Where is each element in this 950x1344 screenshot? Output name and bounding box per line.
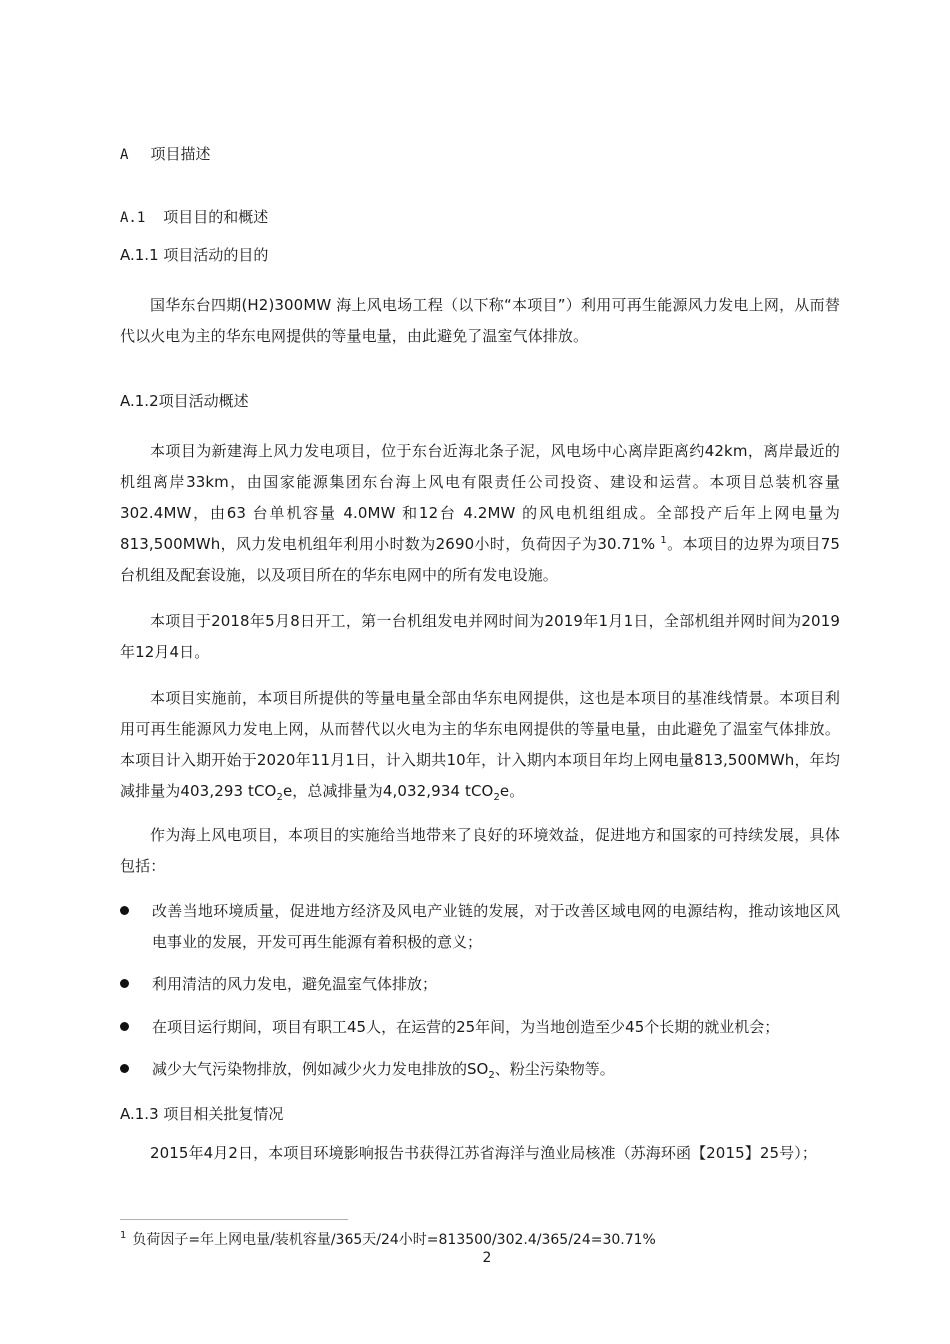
overview-paragraph-3-tail: e。 bbox=[499, 782, 525, 800]
overview-paragraph-3 bbox=[120, 683, 840, 807]
overview-paragraph-1-tail: 。本项目的边界为项目75台机组及配套设施，以及项目所在的华东电网中的所有发电设施。 bbox=[120, 535, 840, 584]
bullet-icon bbox=[120, 1022, 129, 1031]
footnote-divider bbox=[120, 1219, 348, 1220]
list-item-text-part: 减少大气污染物排放，例如减少火力发电排放的SO bbox=[152, 1060, 489, 1078]
list-item-text bbox=[152, 1054, 840, 1085]
section-a1-number: A.1 bbox=[120, 210, 146, 226]
approval-paragraph: 2015年4月2日，本项目环境影响报告书获得江苏省海洋与渔业局核准（苏海环函【2015】25号）； bbox=[150, 1144, 817, 1162]
section-a-heading bbox=[120, 143, 840, 164]
page-number: 2 bbox=[482, 1250, 492, 1266]
list-item bbox=[120, 1012, 840, 1043]
subscript-2: 2 bbox=[488, 1070, 495, 1081]
section-a11-heading: A.1.1 项目活动的目的 bbox=[120, 246, 269, 264]
list-item-text: 利用清洁的风力发电，避免温室气体排放； bbox=[152, 975, 438, 993]
subscript-2: 2 bbox=[493, 792, 500, 803]
subscript-2: 2 bbox=[276, 792, 283, 803]
bullet-icon bbox=[120, 1064, 129, 1073]
footnote-marker: 1 bbox=[120, 1230, 127, 1242]
section-a-title: 项目描述 bbox=[150, 145, 211, 163]
list-item bbox=[120, 1054, 840, 1085]
overview-paragraph-4: 作为海上风电项目，本项目的实施给当地带来了良好的环境效益，促进地方和国家的可持续发展，具体包括： bbox=[120, 826, 840, 875]
bullet-icon bbox=[120, 906, 129, 915]
overview-paragraph-1 bbox=[120, 436, 840, 591]
list-item bbox=[120, 896, 840, 958]
section-a13-heading: A.1.3 项目相关批复情况 bbox=[120, 1105, 284, 1123]
purpose-paragraph: 国华东台四期(H2)300MW 海上风电场工程（以下称“本项目”）利用可再生能源风力发电上网，从而替代以火电为主的华东电网提供的等量电量，由此避免了温室气体排放。 bbox=[120, 296, 840, 345]
list-item bbox=[120, 969, 840, 1000]
footnote-reference: 1 bbox=[660, 535, 667, 546]
overview-paragraph-1-text: 本项目为新建海上风力发电项目，位于东台近海北条子泥，风电场中心离岸距离约42km，离岸最近的机组离岸33km，由国家能源集团东台海上风电有限责任公司投资、建设和运营。本项目总装机容量302.4MW，由63 台单机容量 4.0MW 和12台 4.2MW 的风电机组组成。全部投产后年上网电量为813,500MWh，风力发电机组年利用小时数为2690小时，负荷因子为30.71% bbox=[120, 442, 840, 553]
list-item-text-part: 、粉尘污染物等。 bbox=[494, 1060, 615, 1078]
bullet-icon bbox=[120, 979, 129, 988]
section-a-number: A bbox=[120, 147, 129, 163]
list-item-text: 改善当地环境质量，促进地方经济及风电产业链的发展，对于改善区域电网的电源结构，推动该地区风电事业的发展，开发可再生能源有着积极的意义； bbox=[152, 902, 840, 951]
list-item-text: 在项目运行期间，项目有职工45人，在运营的25年间，为当地创造至少45个长期的就业机会； bbox=[152, 1018, 780, 1036]
overview-paragraph-3-mid: e，总减排量为4,032,934 tCO bbox=[282, 782, 494, 800]
footnote-text: 负荷因子=年上网电量/装机容量/365天/24小时=813500/302.4/365/24=30.71% bbox=[132, 1232, 656, 1248]
section-a1-title: 项目目的和概述 bbox=[163, 208, 269, 226]
section-a12-heading: A.1.2项目活动概述 bbox=[120, 392, 249, 410]
footnote bbox=[120, 1230, 656, 1250]
overview-paragraph-3-text: 本项目实施前，本项目所提供的等量电量全部由华东电网提供，这也是本项目的基准线情景。本项目利用可再生能源风力发电上网，从而替代以火电为主的华东电网提供的等量电量，由此避免了温室气体排放。本项目计入期开始于2020年11月1日，计入期共10年，计入期内本项目年均上网电量813,500MWh，年均减排量为403,293 tCO bbox=[120, 689, 840, 800]
overview-paragraph-2: 本项目于2018年5月8日开工，第一台机组发电并网时间为2019年1月1日，全部机组并网时间为2019年12月4日。 bbox=[120, 612, 840, 661]
section-a1-heading bbox=[120, 206, 840, 227]
